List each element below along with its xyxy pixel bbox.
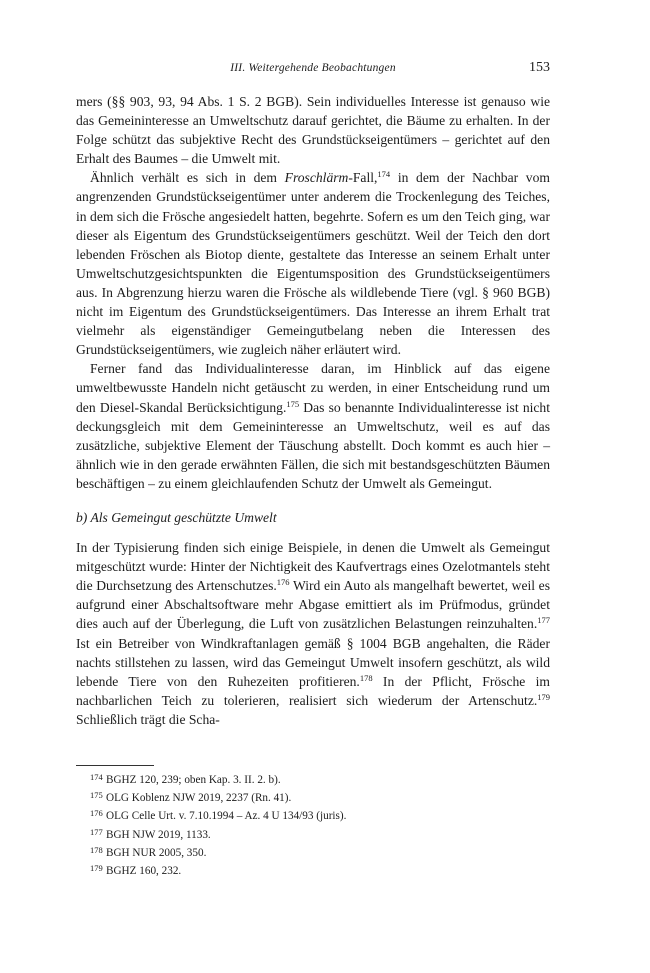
section-heading: b) Als Gemeingut geschützte Umwelt bbox=[76, 509, 277, 525]
footnote-number: 174 bbox=[90, 772, 103, 782]
footnote-178 bbox=[90, 843, 550, 861]
footnote-174 bbox=[90, 770, 550, 788]
footnote-text: OLG Celle Urt. v. 7.10.1994 – Az. 4 U 134/93 (juris). bbox=[106, 810, 347, 823]
text-span: Wird ein Auto als mangelhaft bewertet, weil es aufgrund einer Abschaltsoftware mehr Abgase emittiert als im Prüfmodus, gründet dies auch auf der Überlegung, die Luft von zusätzlichen Belastungen reinzuhalten. bbox=[76, 578, 550, 632]
page-number: 153 bbox=[529, 60, 550, 75]
text-span: -Fall, bbox=[348, 170, 378, 186]
footnote-divider bbox=[76, 765, 154, 766]
case-name-italic: Froschlärm bbox=[284, 170, 349, 186]
paragraph-2 bbox=[76, 168, 550, 359]
footnote-ref-176[interactable]: 176 bbox=[276, 577, 290, 588]
paragraph-1: mers (§§ 903, 93, 94 Abs. 1 S. 2 BGB). Sein individuelles Interesse ist genauso wie das Gemeininteresse an Umweltschutz darauf gerichtet, die Bäume zu erhalten. In der Folge schützt das subjektive Recht des Grundstückseigentümers – gerichtet auf den Erhalt des Baumes – die Umwelt mit. bbox=[76, 94, 550, 167]
footnote-number: 179 bbox=[90, 863, 103, 874]
footnote-176 bbox=[90, 806, 550, 824]
main-text bbox=[76, 92, 550, 729]
text-span: in dem der Nachbar vom angrenzenden Grundstückseigentümer unter anderem die Trockenlegung des Teiches, in dem sich die Frösche angesiedelt hatten, begehrte. Sofern es um den Teich ging, war dieser als Eigentum des Grundstückseigentümers geschützt. Weil der Teich den dort lebenden Fröschen als Biotop diente, gestaltete das Interesse an seinem Erhalt unter Umweltschutzgesichtspunkten die Eigentumsposition des Grundstückseigentümers aus. In Abgrenzung hierzu waren die Frösche als wildlebende Tiere (vgl. § 960 BGB) nicht im Eigentum des Grundstückseigentümers. Das Interesse an ihrem Erhalt trat vielmehr als eigenständiger Gemeingutbelang neben die Interessen des Grundstückseigentümers, wie zugleich näher erläutert wird. bbox=[76, 170, 550, 358]
text-span: In der Pflicht, Frösche im nachbarlichen Teich zu tolerieren, realisiert sich wiederum der Artenschutz. bbox=[76, 673, 550, 708]
footnote-179 bbox=[90, 861, 550, 879]
footnote-number: 176 bbox=[90, 808, 103, 819]
footnote-text: BGH NUR 2005, 350. bbox=[106, 846, 207, 859]
text-span: Ist ein Betreiber von Windkraftanlagen gemäß § 1004 BGB angehalten, die Räder nachts stillstehen zu lassen, wird das Gemeingut Umwelt insofern geschützt, als wild lebende Tiere von den Ruhezeiten profitieren. bbox=[76, 635, 550, 689]
footnote-175 bbox=[90, 788, 550, 806]
paragraph-3 bbox=[76, 359, 550, 493]
paragraph-4 bbox=[76, 538, 550, 729]
running-head: III. Weitergehende Beobachtungen bbox=[230, 62, 396, 74]
text-span: Ferner fand das Individualinteresse daran, im Hinblick auf das eigene umweltbewusste Handeln nicht getäuscht zu werden, in einer Entscheidung rund um den Diesel-Skandal Berücksichtigung. bbox=[76, 361, 550, 415]
footnote-number: 175 bbox=[90, 790, 103, 801]
footnote-ref-178[interactable]: 178 bbox=[359, 672, 373, 683]
footnote-number: 178 bbox=[90, 844, 103, 855]
footnote-text: OLG Koblenz NJW 2019, 2237 (Rn. 41). bbox=[106, 792, 292, 805]
text-span: In der Typisierung finden sich einige Beispiele, in denen die Umwelt als Gemeingut mitgeschützt wurde: Hinter der Nichtigkeit des Kaufvertrags eines Ozelotmantels steht die Durchsetzung des Artenschutzes. bbox=[76, 540, 550, 594]
footnote-ref-179[interactable]: 179 bbox=[537, 691, 550, 702]
text-span: Ähnlich verhält es sich in dem bbox=[90, 170, 285, 186]
footnote-text: BGHZ 160, 232. bbox=[106, 865, 182, 878]
footnote-ref-177[interactable]: 177 bbox=[537, 615, 550, 626]
footnote-text: BGH NJW 2019, 1133. bbox=[106, 828, 211, 841]
text-span: Schließlich trägt die Scha- bbox=[76, 711, 220, 727]
footnote-text: BGHZ 120, 239; oben Kap. 3. II. 2. b). bbox=[106, 774, 281, 786]
footnotes bbox=[90, 770, 550, 879]
page-header bbox=[76, 62, 550, 80]
footnote-177 bbox=[90, 825, 550, 843]
footnote-ref-174[interactable]: 174 bbox=[377, 169, 391, 180]
footnote-ref-175[interactable]: 175 bbox=[286, 398, 300, 409]
footnote-number: 177 bbox=[90, 826, 103, 837]
text-span: Das so benannte Individualinteresse ist nicht deckungsgleich mit dem Gemeininteresse an Umweltschutz, weil es auf das zusätzliche, subjektive Element der Täuschung abstellt. Doch kommt es auch hier – ähnlich wie in den gerade erwähnten Fällen, die sich mit bestandsgeschützten Bäumen beschäftigen – zu einem gleichlaufenden Schutz der Umwelt als Gemeingut. bbox=[76, 399, 550, 491]
